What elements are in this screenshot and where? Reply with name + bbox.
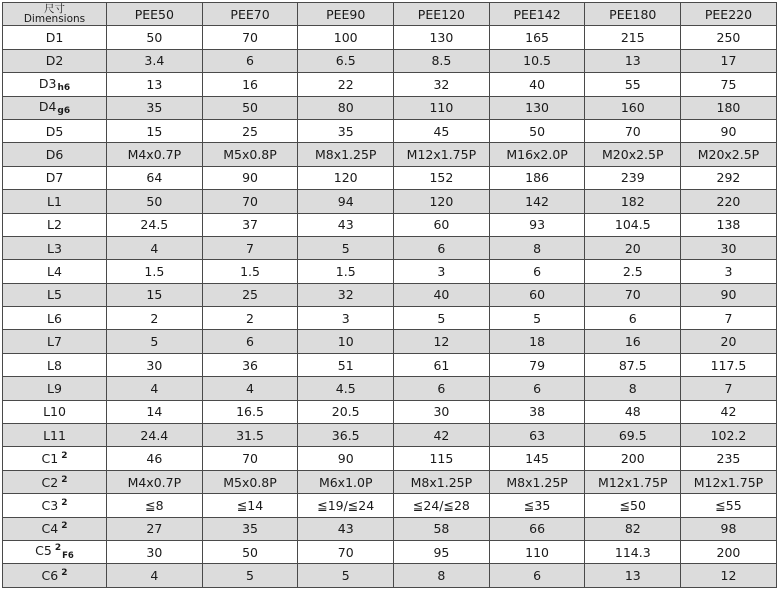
table-cell: 43 <box>298 213 394 236</box>
table-row <box>3 236 777 259</box>
table-cell: 182 <box>585 190 681 213</box>
note-superscript: 2 <box>61 451 68 462</box>
row-label-text: C6 <box>41 568 59 584</box>
note-superscript: 2 <box>61 521 68 532</box>
table-cell: 16 <box>202 73 298 96</box>
row-label-text: L5 <box>47 287 62 303</box>
row-label <box>3 260 107 283</box>
table-cell: 79 <box>489 353 585 376</box>
column-header: PEE142 <box>489 3 585 26</box>
table-cell: 130 <box>489 96 585 119</box>
table-cell: M8x1.25P <box>298 143 394 166</box>
row-label <box>3 166 107 189</box>
table-cell: 58 <box>394 517 490 540</box>
row-label <box>3 564 107 587</box>
table-cell: 110 <box>394 96 490 119</box>
table-cell: 45 <box>394 119 490 142</box>
table-cell: 20 <box>585 236 681 259</box>
table-cell: 10.5 <box>489 49 585 72</box>
table-row <box>3 49 777 72</box>
table-row <box>3 494 777 517</box>
table-cell: 42 <box>394 424 490 447</box>
table-row <box>3 540 777 563</box>
table-cell: 17 <box>681 49 777 72</box>
table-cell: 24.4 <box>107 424 203 447</box>
table-cell: 24.5 <box>107 213 203 236</box>
table-cell: 145 <box>489 447 585 470</box>
table-cell: 63 <box>489 424 585 447</box>
table-cell: 250 <box>681 26 777 49</box>
corner-label-english: Dimensions <box>23 13 86 26</box>
note-superscript: 2 <box>61 474 68 485</box>
column-header: PEE180 <box>585 3 681 26</box>
table-cell: 14 <box>107 400 203 423</box>
row-label <box>3 494 107 517</box>
table-cell: 90 <box>681 119 777 142</box>
table-cell: 110 <box>489 540 585 563</box>
row-label-text: L4 <box>47 263 62 279</box>
table-cell: 6 <box>394 236 490 259</box>
table-cell: 30 <box>681 236 777 259</box>
table-row <box>3 330 777 353</box>
table-row <box>3 26 777 49</box>
table-cell: 55 <box>585 73 681 96</box>
table-cell: 5 <box>107 330 203 353</box>
table-cell: 5 <box>489 307 585 330</box>
note-superscript: 2 <box>54 543 62 554</box>
table-cell: 160 <box>585 96 681 119</box>
table-cell: 90 <box>298 447 394 470</box>
table-cell: 40 <box>394 283 490 306</box>
table-row <box>3 166 777 189</box>
table-cell: 32 <box>394 73 490 96</box>
table-cell: 1.5 <box>107 260 203 283</box>
table-cell: 114.3 <box>585 540 681 563</box>
row-label-text: C4 <box>41 521 59 537</box>
row-label <box>3 143 107 166</box>
table-row <box>3 143 777 166</box>
table-cell: 152 <box>394 166 490 189</box>
table-cell: 35 <box>202 517 298 540</box>
table-cell: 6 <box>202 330 298 353</box>
table-cell: M6x1.0P <box>298 470 394 493</box>
row-label-text: L9 <box>47 380 62 396</box>
column-header: PEE50 <box>107 3 203 26</box>
row-label-text: L2 <box>47 217 62 233</box>
table-cell: 40 <box>489 73 585 96</box>
table-cell: M5x0.8P <box>202 143 298 166</box>
table-row <box>3 190 777 213</box>
table-body <box>3 26 777 587</box>
row-label-text: D2 <box>45 53 64 69</box>
table-cell: M4x0.7P <box>107 470 203 493</box>
column-header: PEE120 <box>394 3 490 26</box>
table-cell: 50 <box>489 119 585 142</box>
table-cell: 215 <box>585 26 681 49</box>
table-row <box>3 213 777 236</box>
table-cell: 25 <box>202 119 298 142</box>
table-cell: ≦24/≦28 <box>394 494 490 517</box>
table-cell: 120 <box>298 166 394 189</box>
table-row <box>3 447 777 470</box>
table-cell: 43 <box>298 517 394 540</box>
table-cell: 200 <box>585 447 681 470</box>
table-cell: 75 <box>681 73 777 96</box>
table-cell: 4 <box>107 564 203 587</box>
table-cell: 70 <box>585 119 681 142</box>
table-cell: 50 <box>107 26 203 49</box>
table-cell: 60 <box>489 283 585 306</box>
row-label <box>3 400 107 423</box>
table-cell: 10 <box>298 330 394 353</box>
table-cell: 130 <box>394 26 490 49</box>
table-cell: M12x1.75P <box>585 470 681 493</box>
table-cell: 1.5 <box>202 260 298 283</box>
table-cell: 20 <box>681 330 777 353</box>
row-label-text: L11 <box>43 427 66 443</box>
table-cell: 3 <box>681 260 777 283</box>
table-cell: 120 <box>394 190 490 213</box>
table-cell: 48 <box>585 400 681 423</box>
table-cell: 15 <box>107 119 203 142</box>
row-label <box>3 190 107 213</box>
table-cell: 239 <box>585 166 681 189</box>
table-cell: 50 <box>202 540 298 563</box>
table-cell: 36.5 <box>298 424 394 447</box>
table-cell: 16.5 <box>202 400 298 423</box>
row-label-text: C2 <box>41 474 59 490</box>
row-label <box>3 330 107 353</box>
table-cell: 61 <box>394 353 490 376</box>
table-cell: 8 <box>585 377 681 400</box>
table-cell: M8x1.25P <box>394 470 490 493</box>
table-cell: 42 <box>681 400 777 423</box>
table-cell: 5 <box>298 564 394 587</box>
table-cell: 37 <box>202 213 298 236</box>
tolerance-subscript: g6 <box>57 106 71 117</box>
corner-label-chinese: 尺寸 <box>44 3 65 16</box>
spec-table-container <box>2 2 777 588</box>
note-superscript: 2 <box>61 568 68 579</box>
table-row <box>3 119 777 142</box>
table-cell: 82 <box>585 517 681 540</box>
table-cell: 6 <box>489 564 585 587</box>
table-cell: 235 <box>681 447 777 470</box>
table-cell: 80 <box>298 96 394 119</box>
table-cell: 7 <box>202 236 298 259</box>
table-cell: 20.5 <box>298 400 394 423</box>
table-cell: 35 <box>298 119 394 142</box>
table-cell: 51 <box>298 353 394 376</box>
table-cell: 70 <box>202 447 298 470</box>
table-cell: ≦19/≦24 <box>298 494 394 517</box>
table-cell: 8 <box>394 564 490 587</box>
table-cell: 87.5 <box>585 353 681 376</box>
table-cell: 70 <box>202 26 298 49</box>
table-cell: 13 <box>585 49 681 72</box>
table-cell: M5x0.8P <box>202 470 298 493</box>
row-label <box>3 517 107 540</box>
table-cell: 36 <box>202 353 298 376</box>
table-cell: 50 <box>202 96 298 119</box>
table-cell: 117.5 <box>681 353 777 376</box>
table-cell: 30 <box>394 400 490 423</box>
table-cell: 4.5 <box>298 377 394 400</box>
table-cell: 6 <box>489 377 585 400</box>
table-cell: M20x2.5P <box>585 143 681 166</box>
table-row <box>3 424 777 447</box>
row-label <box>3 236 107 259</box>
row-label-text: D3 <box>38 75 57 91</box>
table-cell: 16 <box>585 330 681 353</box>
row-label <box>3 540 107 563</box>
table-cell: 292 <box>681 166 777 189</box>
table-cell: M12x1.75P <box>394 143 490 166</box>
table-cell: 6 <box>394 377 490 400</box>
table-cell: 200 <box>681 540 777 563</box>
row-label-text: L8 <box>47 357 62 373</box>
table-cell: 93 <box>489 213 585 236</box>
table-cell: 94 <box>298 190 394 213</box>
table-row <box>3 353 777 376</box>
corner-header <box>3 3 107 26</box>
row-label-text: D6 <box>45 147 64 163</box>
row-label-text: D4 <box>38 99 57 115</box>
column-header: PEE220 <box>681 3 777 26</box>
table-cell: 90 <box>202 166 298 189</box>
table-cell: 66 <box>489 517 585 540</box>
table-cell: 5 <box>298 236 394 259</box>
row-label-text: D5 <box>45 123 64 139</box>
table-row <box>3 517 777 540</box>
table-cell: 70 <box>202 190 298 213</box>
table-row <box>3 377 777 400</box>
table-cell: 8.5 <box>394 49 490 72</box>
table-cell: 2 <box>107 307 203 330</box>
table-cell: 27 <box>107 517 203 540</box>
table-cell: 95 <box>394 540 490 563</box>
row-label-text: L6 <box>47 310 62 326</box>
table-cell: ≦55 <box>681 494 777 517</box>
column-header: PEE90 <box>298 3 394 26</box>
table-row <box>3 73 777 96</box>
table-row <box>3 260 777 283</box>
row-label <box>3 377 107 400</box>
row-label <box>3 470 107 493</box>
table-cell: 180 <box>681 96 777 119</box>
tolerance-subscript: h6 <box>57 82 71 93</box>
table-cell: 5 <box>394 307 490 330</box>
table-cell: 142 <box>489 190 585 213</box>
table-cell: 22 <box>298 73 394 96</box>
table-cell: 7 <box>681 377 777 400</box>
row-label-text: L10 <box>43 404 66 420</box>
table-row <box>3 283 777 306</box>
table-cell: 25 <box>202 283 298 306</box>
table-cell: 70 <box>298 540 394 563</box>
table-cell: 3.4 <box>107 49 203 72</box>
table-cell: 6.5 <box>298 49 394 72</box>
table-cell: 115 <box>394 447 490 470</box>
table-cell: ≦35 <box>489 494 585 517</box>
table-cell: 90 <box>681 283 777 306</box>
row-label-text: C5 <box>35 543 52 559</box>
row-label <box>3 213 107 236</box>
table-cell: 70 <box>585 283 681 306</box>
table-row <box>3 400 777 423</box>
table-cell: 46 <box>107 447 203 470</box>
table-cell: 1.5 <box>298 260 394 283</box>
table-cell: 165 <box>489 26 585 49</box>
table-cell: 32 <box>298 283 394 306</box>
row-label <box>3 26 107 49</box>
note-superscript: 2 <box>61 497 68 508</box>
table-cell: 2 <box>202 307 298 330</box>
row-label <box>3 49 107 72</box>
table-cell: 6 <box>585 307 681 330</box>
table-cell: 220 <box>681 190 777 213</box>
table-cell: 64 <box>107 166 203 189</box>
table-cell: 6 <box>489 260 585 283</box>
row-label <box>3 307 107 330</box>
table-cell: ≦50 <box>585 494 681 517</box>
table-cell: 18 <box>489 330 585 353</box>
table-cell: 100 <box>298 26 394 49</box>
row-label <box>3 96 107 119</box>
row-label-text: D1 <box>45 30 64 46</box>
table-cell: 6 <box>202 49 298 72</box>
row-label <box>3 353 107 376</box>
header-row <box>3 3 777 26</box>
table-cell: 69.5 <box>585 424 681 447</box>
table-cell: 60 <box>394 213 490 236</box>
table-cell: 13 <box>585 564 681 587</box>
table-cell: M4x0.7P <box>107 143 203 166</box>
table-cell: M16x2.0P <box>489 143 585 166</box>
dimensions-table <box>2 2 777 588</box>
table-cell: 4 <box>202 377 298 400</box>
table-cell: ≦8 <box>107 494 203 517</box>
table-cell: 15 <box>107 283 203 306</box>
table-cell: 98 <box>681 517 777 540</box>
row-label-text: C3 <box>41 497 59 513</box>
table-cell: 31.5 <box>202 424 298 447</box>
row-label <box>3 283 107 306</box>
table-cell: 2.5 <box>585 260 681 283</box>
table-cell: 3 <box>394 260 490 283</box>
table-cell: 50 <box>107 190 203 213</box>
table-cell: 4 <box>107 236 203 259</box>
table-cell: 5 <box>202 564 298 587</box>
row-label <box>3 73 107 96</box>
row-label-text: L7 <box>47 334 62 350</box>
row-label-text: C1 <box>41 451 59 467</box>
table-cell: 7 <box>681 307 777 330</box>
tolerance-subscript: F6 <box>62 551 74 562</box>
column-header: PEE70 <box>202 3 298 26</box>
row-label-text: D7 <box>45 170 64 186</box>
row-label-text: L3 <box>47 240 62 256</box>
table-cell: 102.2 <box>681 424 777 447</box>
table-cell: 8 <box>489 236 585 259</box>
table-cell: 12 <box>681 564 777 587</box>
table-cell: 38 <box>489 400 585 423</box>
table-cell: 104.5 <box>585 213 681 236</box>
table-cell: ≦14 <box>202 494 298 517</box>
table-cell: 30 <box>107 540 203 563</box>
table-cell: 12 <box>394 330 490 353</box>
table-cell: 30 <box>107 353 203 376</box>
table-row <box>3 470 777 493</box>
table-cell: M20x2.5P <box>681 143 777 166</box>
table-cell: 13 <box>107 73 203 96</box>
row-label-text: L1 <box>47 193 62 209</box>
row-label <box>3 424 107 447</box>
table-cell: 35 <box>107 96 203 119</box>
table-row <box>3 564 777 587</box>
table-cell: 4 <box>107 377 203 400</box>
table-row <box>3 96 777 119</box>
table-row <box>3 307 777 330</box>
table-cell: M12x1.75P <box>681 470 777 493</box>
table-cell: 138 <box>681 213 777 236</box>
table-cell: 3 <box>298 307 394 330</box>
table-cell: 186 <box>489 166 585 189</box>
table-cell: M8x1.25P <box>489 470 585 493</box>
row-label <box>3 119 107 142</box>
row-label <box>3 447 107 470</box>
